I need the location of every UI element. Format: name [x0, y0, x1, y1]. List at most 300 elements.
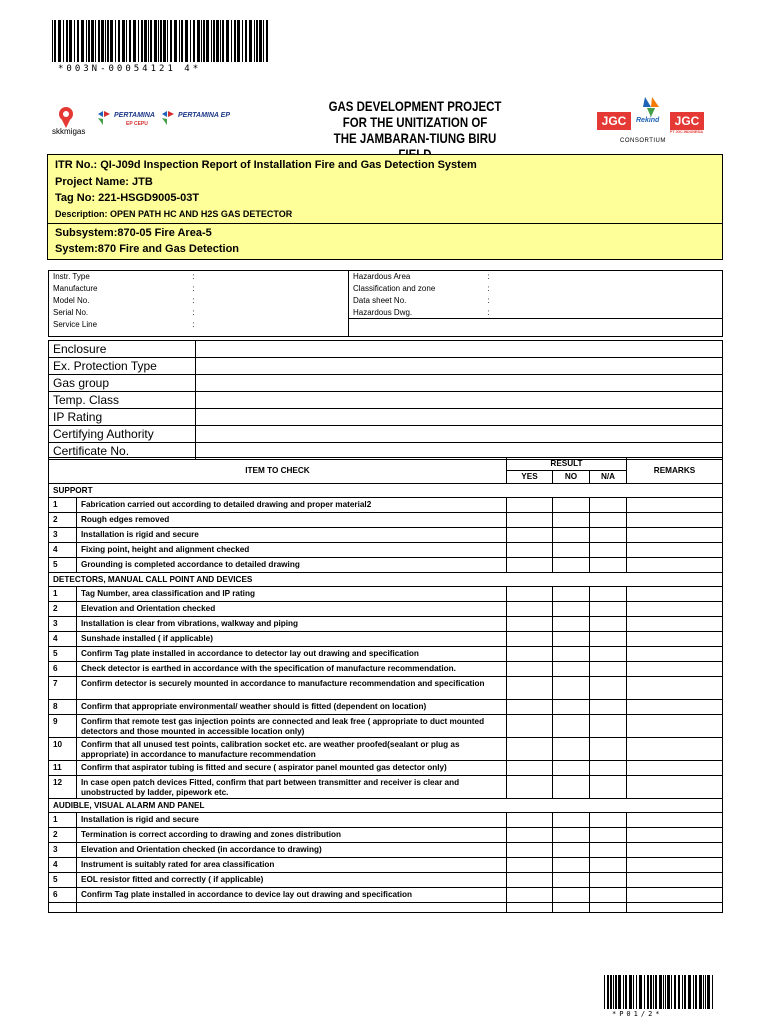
barcode-bar — [610, 975, 613, 1009]
remarks-header: REMARKS — [627, 458, 723, 484]
yes-cell[interactable] — [507, 498, 553, 513]
barcode-bar — [154, 20, 157, 62]
check-item-row — [49, 632, 723, 647]
project-name: Project Name: JTB — [55, 176, 153, 188]
item-number: 1 — [49, 498, 77, 513]
barcode-bar — [150, 20, 152, 62]
barcode-bar — [226, 20, 229, 62]
barcode-bar — [636, 975, 638, 1009]
jgc-logo-1: JGC — [597, 112, 631, 130]
blank-cell — [49, 903, 77, 913]
barcode-bar — [699, 975, 702, 1009]
remarks-cell[interactable] — [627, 761, 723, 776]
ex-label: IP Rating — [49, 409, 196, 426]
barcode-bar — [613, 975, 614, 1009]
barcode-bar — [54, 20, 56, 62]
remarks-cell[interactable] — [627, 498, 723, 513]
no-cell[interactable] — [553, 715, 590, 738]
na-cell[interactable] — [590, 738, 627, 761]
item-number: 9 — [49, 715, 77, 738]
barcode-bar — [160, 20, 162, 62]
instrument-info-table — [48, 270, 723, 337]
ex-value-field[interactable] — [196, 375, 723, 392]
na-cell[interactable] — [590, 647, 627, 662]
check-item-row — [49, 873, 723, 888]
no-cell[interactable] — [553, 776, 590, 799]
yes-cell[interactable] — [507, 528, 553, 543]
pertamina-ep-logo — [160, 108, 240, 132]
item-number: 6 — [49, 662, 77, 677]
barcode-bar — [618, 975, 621, 1009]
no-cell[interactable] — [553, 813, 590, 828]
item-description: Installation is clear from vibrations, walkway and piping — [77, 617, 507, 632]
info-right-label: Hazardous Dwg. — [349, 307, 484, 319]
na-cell[interactable] — [590, 662, 627, 677]
remarks-cell[interactable] — [627, 858, 723, 873]
info-row — [49, 319, 723, 331]
info-left-value: : — [192, 296, 195, 305]
item-description: Elevation and Orientation checked — [77, 602, 507, 617]
info-right-label: Data sheet No. — [349, 295, 484, 307]
barcode-bar — [170, 20, 172, 62]
check-item-row — [49, 813, 723, 828]
yes-cell[interactable] — [507, 888, 553, 903]
barcode-bar — [231, 20, 232, 62]
barcode-bar — [193, 20, 195, 62]
remarks-cell[interactable] — [627, 700, 723, 715]
pertamina-icon — [96, 110, 112, 126]
check-item-row — [49, 513, 723, 528]
no-cell[interactable] — [553, 662, 590, 677]
yes-cell[interactable] — [507, 761, 553, 776]
item-description: In case open patch devices Fitted, confirm that part between transmitter and receiver is clear and unobstructed by ladder, pipework etc. — [77, 776, 507, 799]
item-number: 5 — [49, 647, 77, 662]
item-number: 1 — [49, 587, 77, 602]
no-cell[interactable] — [553, 587, 590, 602]
barcode-bar — [615, 975, 617, 1009]
barcode-bar — [163, 20, 166, 62]
item-description: Rough edges removed — [77, 513, 507, 528]
barcode-bar — [148, 20, 149, 62]
ex-row — [49, 358, 723, 375]
na-cell[interactable] — [590, 632, 627, 647]
check-item-row — [49, 761, 723, 776]
system: System:870 Fire and Gas Detection — [55, 243, 240, 255]
info-right-label: Hazardous Area — [349, 271, 484, 283]
barcode-bar — [88, 20, 90, 62]
jgc-logo-2-text: JGC — [670, 112, 704, 130]
yes-cell[interactable] — [507, 776, 553, 799]
barcode-bar — [693, 975, 694, 1009]
barcode-bar — [141, 20, 143, 62]
item-description: Confirm detector is securely mounted in accordance to manufacture recommendation and specification — [77, 677, 507, 700]
ex-row — [49, 341, 723, 358]
yes-cell[interactable] — [507, 617, 553, 632]
barcode-bar — [623, 975, 624, 1009]
section-title: AUDIBLE, VISUAL ALARM AND PANEL — [49, 799, 723, 813]
barcode-bar — [203, 20, 205, 62]
barcode-bar — [707, 975, 710, 1009]
barcode-bar — [185, 20, 188, 62]
barcode-bar — [245, 20, 247, 62]
no-cell[interactable] — [553, 843, 590, 858]
na-cell[interactable] — [590, 776, 627, 799]
item-number: 7 — [49, 677, 77, 700]
no-header: NO — [553, 471, 590, 484]
info-right-value: : — [487, 284, 490, 293]
barcode-bar — [91, 20, 94, 62]
consortium-label: CONSORTIUM — [620, 138, 666, 144]
yes-cell[interactable] — [507, 632, 553, 647]
no-cell[interactable] — [553, 873, 590, 888]
barcode-bar — [74, 20, 75, 62]
info-right-value: : — [487, 296, 490, 305]
info-left-value — [189, 331, 349, 337]
info-row — [49, 271, 723, 283]
no-cell[interactable] — [553, 543, 590, 558]
yes-cell[interactable] — [507, 813, 553, 828]
no-cell[interactable] — [553, 888, 590, 903]
barcode-bar — [98, 20, 100, 62]
item-description: Installation is rigid and secure — [77, 528, 507, 543]
rekind-icon — [633, 95, 669, 119]
info-left-label — [49, 331, 189, 337]
barcode-bar — [256, 20, 258, 62]
ex-value-field[interactable] — [196, 426, 723, 443]
remarks-cell[interactable] — [627, 828, 723, 843]
info-left-value: : — [192, 284, 195, 293]
barcode-bar — [77, 20, 79, 62]
yes-cell[interactable] — [507, 662, 553, 677]
item-number: 8 — [49, 700, 77, 715]
item-number: 2 — [49, 513, 77, 528]
yes-cell[interactable] — [507, 700, 553, 715]
ex-row — [49, 375, 723, 392]
remarks-cell[interactable] — [627, 558, 723, 573]
yes-cell[interactable] — [507, 543, 553, 558]
rekind-text: Rekind — [636, 117, 660, 124]
na-cell[interactable] — [590, 873, 627, 888]
barcode-top-text: *003N-00054121 4* — [58, 64, 202, 74]
na-cell[interactable] — [590, 543, 627, 558]
remarks-cell[interactable] — [627, 715, 723, 738]
na-cell[interactable] — [590, 843, 627, 858]
na-cell[interactable] — [590, 498, 627, 513]
check-item-row — [49, 558, 723, 573]
na-header: N/A — [590, 471, 627, 484]
system-header-box — [47, 223, 723, 260]
yes-cell[interactable] — [507, 738, 553, 761]
item-description: Check detector is earthed in accordance with the specification of manufacture recommendation. — [77, 662, 507, 677]
remarks-cell[interactable] — [627, 677, 723, 700]
item-description: Confirm that all unused test points, calibration socket etc. are weather proofed(sealant or plug as appropriate) in accordance to manufacture recommendation — [77, 738, 507, 761]
na-cell[interactable] — [590, 700, 627, 715]
item-number: 3 — [49, 617, 77, 632]
barcode-bar — [639, 975, 642, 1009]
barcode-bar — [81, 20, 84, 62]
remarks-cell[interactable] — [627, 632, 723, 647]
section-row — [49, 799, 723, 813]
remarks-cell[interactable] — [627, 888, 723, 903]
na-cell[interactable] — [590, 528, 627, 543]
title-line-2: FOR THE UNITIZATION OF — [342, 114, 488, 130]
barcode-bar — [604, 975, 605, 1009]
na-cell[interactable] — [590, 761, 627, 776]
barcode-bar — [206, 20, 209, 62]
yes-cell[interactable] — [507, 715, 553, 738]
ex-label: Enclosure — [49, 341, 196, 358]
remarks-cell[interactable] — [627, 587, 723, 602]
barcode-bar — [118, 20, 120, 62]
item-description: Confirm Tag plate installed in accordance to detector lay out drawing and specification — [77, 647, 507, 662]
na-cell[interactable] — [590, 813, 627, 828]
info-right-value — [484, 331, 723, 337]
yes-cell[interactable] — [507, 513, 553, 528]
yes-cell[interactable] — [507, 873, 553, 888]
info-left-label: Serial No. — [53, 308, 89, 317]
remarks-cell[interactable] — [627, 662, 723, 677]
pertamina-cepu-text: PERTAMINA — [114, 112, 155, 119]
section-title: SUPPORT — [49, 484, 723, 498]
yes-cell[interactable] — [507, 828, 553, 843]
ex-label: Certifying Authority — [49, 426, 196, 443]
item-number: 4 — [49, 543, 77, 558]
info-left-label: Service Line — [53, 320, 98, 329]
barcode-bar — [242, 20, 243, 62]
checklist-table — [48, 457, 723, 913]
barcode-bar — [678, 975, 681, 1009]
section-row — [49, 484, 723, 498]
blank-cell — [77, 903, 507, 913]
item-number: 3 — [49, 843, 77, 858]
barcode-bar — [607, 975, 609, 1009]
item-number: 5 — [49, 873, 77, 888]
check-item-row — [49, 828, 723, 843]
remarks-cell[interactable] — [627, 543, 723, 558]
barcode-bar — [115, 20, 116, 62]
ex-value-field[interactable] — [196, 392, 723, 409]
no-cell[interactable] — [553, 528, 590, 543]
na-cell[interactable] — [590, 828, 627, 843]
barcode-bar — [105, 20, 106, 62]
barcode-bar — [647, 975, 649, 1009]
barcode-bar — [107, 20, 109, 62]
barcode-bar — [101, 20, 104, 62]
info-left-label: Instr. Type — [53, 272, 90, 282]
item-description: Fabrication carried out according to detailed drawing and proper material2 — [77, 498, 507, 513]
barcode-bar — [665, 975, 667, 1009]
na-cell[interactable] — [590, 587, 627, 602]
barcode-bar — [237, 20, 240, 62]
barcode-bar — [63, 20, 64, 62]
no-cell[interactable] — [553, 738, 590, 761]
item-number: 11 — [49, 761, 77, 776]
barcode-bar — [674, 975, 676, 1009]
no-cell[interactable] — [553, 677, 590, 700]
check-item-row — [49, 587, 723, 602]
description: Description: OPEN PATH HC AND H2S GAS DETECTOR — [55, 209, 293, 219]
barcode-bar — [659, 975, 662, 1009]
yes-cell[interactable] — [507, 558, 553, 573]
barcode-bar — [197, 20, 200, 62]
barcode-bar — [625, 975, 627, 1009]
item-number: 2 — [49, 828, 77, 843]
na-cell[interactable] — [590, 858, 627, 873]
barcode-bar — [167, 20, 168, 62]
barcode-bar — [133, 20, 136, 62]
item-number: 4 — [49, 858, 77, 873]
barcode-bar — [653, 975, 654, 1009]
barcode-bar — [263, 20, 264, 62]
na-cell[interactable] — [590, 513, 627, 528]
na-cell[interactable] — [590, 888, 627, 903]
barcode-bar — [126, 20, 127, 62]
barcode-bar — [52, 20, 53, 62]
barcode-bar — [684, 975, 686, 1009]
yes-header: YES — [507, 471, 553, 484]
check-item-row — [49, 498, 723, 513]
pertamina-cepu-sub: EP CEPU — [126, 121, 148, 127]
item-number: 12 — [49, 776, 77, 799]
no-cell[interactable] — [553, 632, 590, 647]
check-item-row — [49, 647, 723, 662]
barcode-bar — [86, 20, 87, 62]
no-cell[interactable] — [553, 513, 590, 528]
yes-cell[interactable] — [507, 587, 553, 602]
no-cell[interactable] — [553, 700, 590, 715]
remarks-cell[interactable] — [627, 776, 723, 799]
barcode-bar — [58, 20, 61, 62]
info-left-label: Model No. — [53, 296, 90, 305]
item-description: Sunshade installed ( if applicable) — [77, 632, 507, 647]
skkmigas-text: skkmigas — [52, 127, 86, 136]
barcode-bar — [705, 975, 707, 1009]
item-description: Confirm that aspirator tubing is fitted and secure ( aspirator panel mounted gas detector only) — [77, 761, 507, 776]
barcode-bar — [201, 20, 202, 62]
item-description: Installation is rigid and secure — [77, 813, 507, 828]
blank-cell — [590, 903, 627, 913]
item-description: Grounding is completed accordance to detailed drawing — [77, 558, 507, 573]
yes-cell[interactable] — [507, 858, 553, 873]
barcode-bottom-text: *P01/2* — [612, 1010, 663, 1018]
no-cell[interactable] — [553, 498, 590, 513]
check-item-row — [49, 617, 723, 632]
no-cell[interactable] — [553, 828, 590, 843]
info-left-value: : — [192, 320, 195, 329]
check-item-row — [49, 662, 723, 677]
no-cell[interactable] — [553, 761, 590, 776]
barcode-bar — [110, 20, 113, 62]
no-cell[interactable] — [553, 647, 590, 662]
barcode-bar — [211, 20, 212, 62]
no-cell[interactable] — [553, 558, 590, 573]
na-cell[interactable] — [590, 677, 627, 700]
blank-row — [49, 903, 723, 913]
barcode-bar — [179, 20, 180, 62]
info-left-label: Manufacture — [53, 284, 98, 293]
check-item-row — [49, 602, 723, 617]
yes-cell[interactable] — [507, 602, 553, 617]
jgc-logo-2 — [670, 112, 704, 134]
item-description: Confirm Tag plate installed in accordance to device lay out drawing and specification — [77, 888, 507, 903]
no-cell[interactable] — [553, 602, 590, 617]
barcode-bar — [633, 975, 634, 1009]
item-number: 6 — [49, 888, 77, 903]
no-cell[interactable] — [553, 858, 590, 873]
remarks-cell[interactable] — [627, 873, 723, 888]
item-description: EOL resistor fitted and correctly ( if applicable) — [77, 873, 507, 888]
check-item-row — [49, 700, 723, 715]
ex-value-field[interactable] — [196, 409, 723, 426]
barcode-bar — [129, 20, 131, 62]
title-line-3: THE JAMBARAN-TIUNG BIRU — [333, 130, 497, 146]
info-row — [49, 331, 723, 337]
check-item-row — [49, 843, 723, 858]
barcode-bar — [688, 975, 691, 1009]
remarks-cell[interactable] — [627, 843, 723, 858]
ex-row — [49, 409, 723, 426]
info-right-label — [349, 331, 484, 337]
item-description: Termination is correct according to drawing and zones distribution — [77, 828, 507, 843]
section-row — [49, 573, 723, 587]
remarks-cell[interactable] — [627, 513, 723, 528]
item-description: Elevation and Orientation checked (in accordance to drawing) — [77, 843, 507, 858]
yes-cell[interactable] — [507, 843, 553, 858]
remarks-cell[interactable] — [627, 813, 723, 828]
na-cell[interactable] — [590, 715, 627, 738]
barcode-bar — [695, 975, 697, 1009]
barcode-bar — [222, 20, 224, 62]
remarks-cell[interactable] — [627, 528, 723, 543]
check-item-row — [49, 858, 723, 873]
barcode-bar — [122, 20, 125, 62]
item-description: Confirm that remote test gas injection points are connected and leak free ( appropriate to duct mounted detectors and those mounted in accessible location only) — [77, 715, 507, 738]
subsystem: Subsystem:870-05 Fire Area-5 — [55, 227, 212, 239]
item-to-check-header: ITEM TO CHECK — [49, 458, 507, 484]
remarks-cell[interactable] — [627, 602, 723, 617]
barcode-bar — [220, 20, 221, 62]
no-cell[interactable] — [553, 617, 590, 632]
ex-label: Gas group — [49, 375, 196, 392]
barcode-bar — [249, 20, 252, 62]
na-cell[interactable] — [590, 558, 627, 573]
ex-value-field[interactable] — [196, 341, 723, 358]
check-item-row — [49, 543, 723, 558]
item-number: 10 — [49, 738, 77, 761]
yes-cell[interactable] — [507, 647, 553, 662]
barcode-bar — [181, 20, 183, 62]
barcode-bar — [69, 20, 72, 62]
barcode-bar — [138, 20, 139, 62]
blank-cell — [553, 903, 590, 913]
item-number: 4 — [49, 632, 77, 647]
check-item-row — [49, 528, 723, 543]
na-cell[interactable] — [590, 602, 627, 617]
remarks-cell[interactable] — [627, 738, 723, 761]
item-number: 3 — [49, 528, 77, 543]
item-number: 5 — [49, 558, 77, 573]
check-item-row — [49, 677, 723, 700]
remarks-cell[interactable] — [627, 617, 723, 632]
item-number: 1 — [49, 813, 77, 828]
barcode-bar — [682, 975, 683, 1009]
ex-value-field[interactable] — [196, 358, 723, 375]
yes-cell[interactable] — [507, 677, 553, 700]
na-cell[interactable] — [590, 617, 627, 632]
item-description: Tag Number, area classification and IP rating — [77, 587, 507, 602]
section-title: DETECTORS, MANUAL CALL POINT AND DEVICES — [49, 573, 723, 587]
remarks-cell[interactable] — [627, 647, 723, 662]
